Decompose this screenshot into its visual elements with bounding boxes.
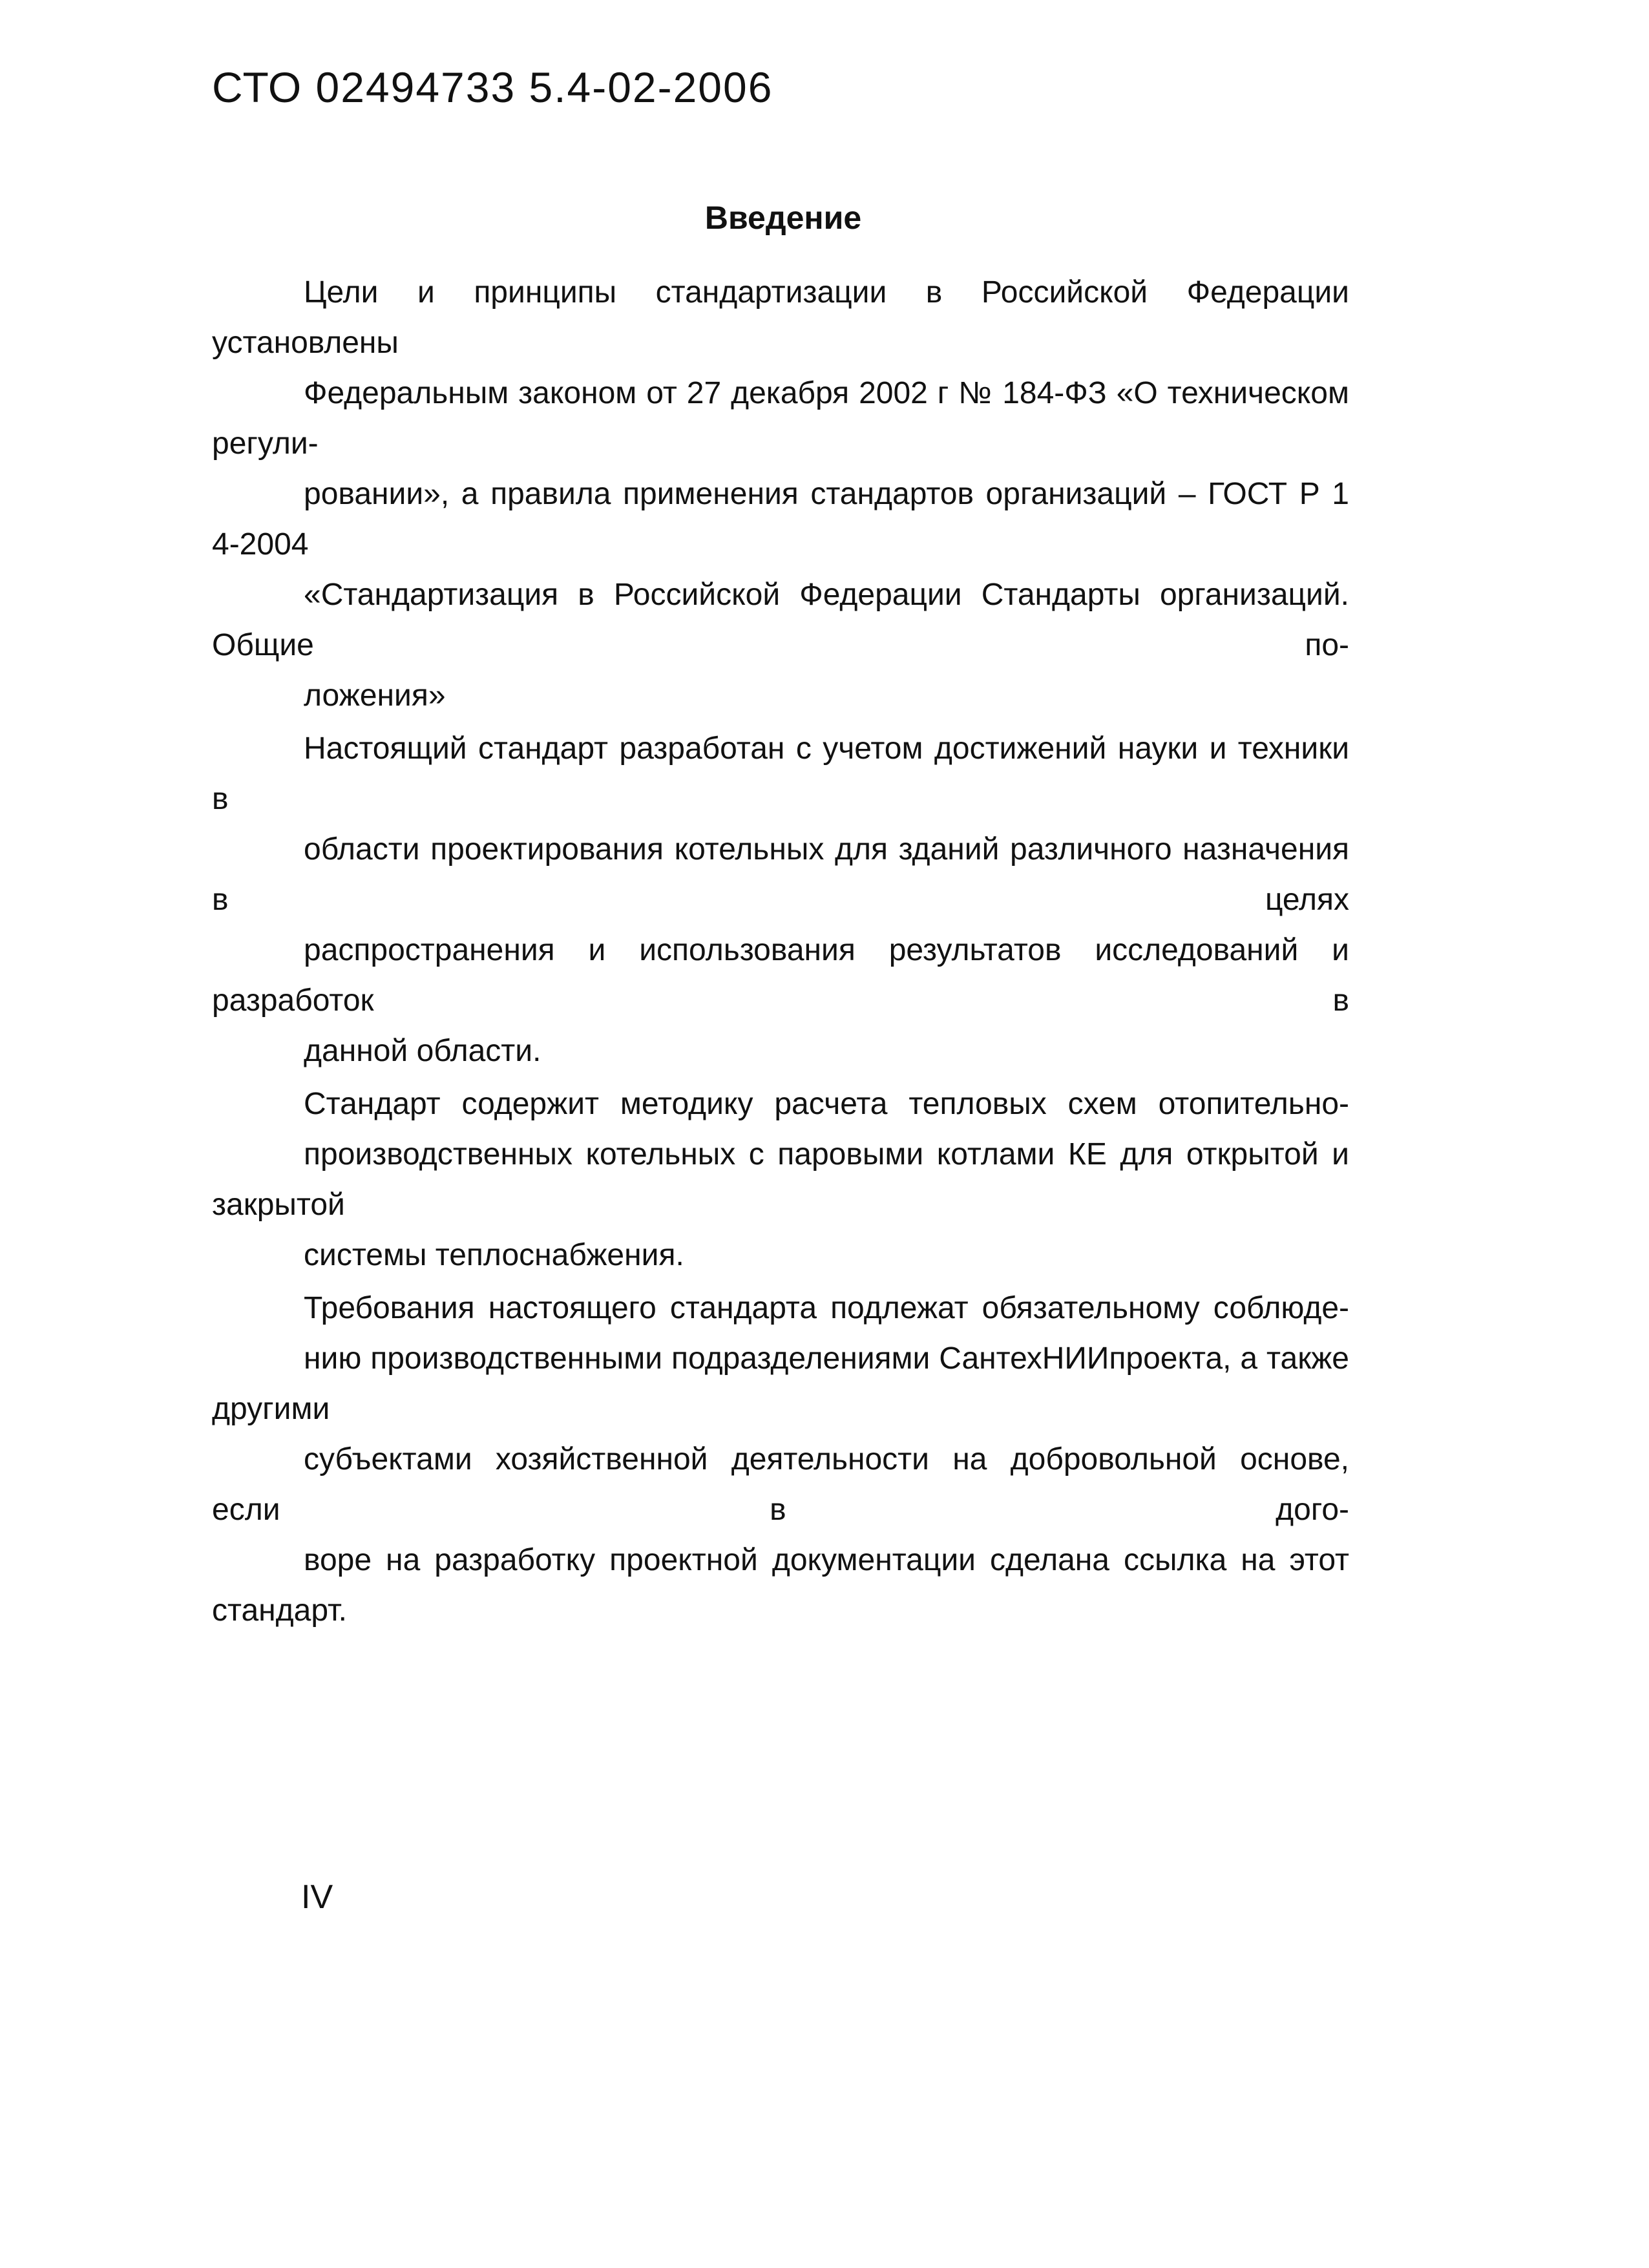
text-line: распространения и использования результатов исследований и разработок в [212, 933, 1349, 1018]
paragraph-development [212, 724, 1349, 1076]
text-line: системы теплоснабжения. [304, 1238, 684, 1272]
text-line: данной области. [304, 1034, 541, 1068]
text-line: «Стандартизация в Российской Федерации Стандарты организаций. Общие по- [212, 578, 1349, 662]
body-text [212, 268, 1349, 1639]
text-line: Федеральным законом от 27 декабря 2002 г № 184-ФЗ «О техническом регули- [212, 376, 1349, 461]
text-line: производственных котельных с паровыми котлами КЕ для открытой и закрытой [212, 1137, 1349, 1222]
text-line: Настоящий стандарт разработан с учетом достижений науки и техники в [212, 731, 1349, 816]
paragraph-methodology [212, 1079, 1349, 1281]
paragraph-requirements [212, 1283, 1349, 1636]
text-line: ложения» [304, 678, 446, 713]
text-line: Стандарт содержит методику расчета тепловых схем отопительно- [304, 1087, 1349, 1121]
section-title: Введение [704, 200, 862, 236]
text-line: воре на разработку проектной документации сделана ссылка на этот стандарт. [212, 1543, 1349, 1628]
paragraph-goals [212, 268, 1349, 721]
text-line: Требования настоящего стандарта подлежат обязательному соблюде- [304, 1291, 1349, 1325]
page-number: IV [301, 1878, 333, 1916]
document-code-header: СТО 02494733 5.4-02-2006 [212, 63, 773, 111]
text-line: нию производственными подразделениями СантехНИИпроекта, а также другими [212, 1341, 1349, 1426]
text-line: Цели и принципы стандартизации в Российской Федерации установлены [212, 275, 1349, 360]
text-line: ровании», а правила применения стандартов организаций – ГОСТ Р 1 4-2004 [212, 477, 1349, 562]
text-line: области проектирования котельных для зданий различного назначения в целях [212, 832, 1349, 917]
text-line: субъектами хозяйственной деятельности на добровольной основе, если в дого- [212, 1442, 1349, 1527]
